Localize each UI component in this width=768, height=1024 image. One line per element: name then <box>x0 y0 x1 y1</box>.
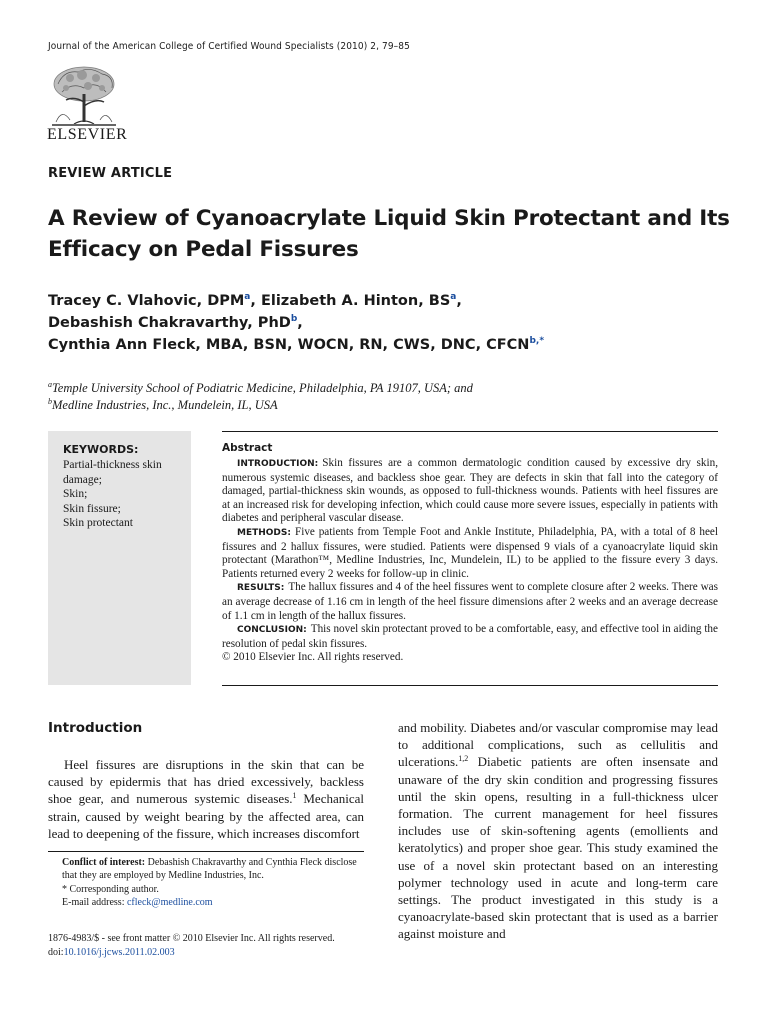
affiliation-text: Temple University School of Podiatric Medicine, Philadelphia, PA 19107, USA; and <box>52 381 473 395</box>
keyword-item: Skin; <box>63 488 88 501</box>
footnote-label: Conflict of interest: <box>62 857 146 868</box>
abstract-section <box>222 457 718 526</box>
author-sep: , <box>456 293 462 309</box>
introduction-paragraph <box>48 756 364 842</box>
publication-meta <box>48 932 408 959</box>
author-name: Elizabeth A. Hinton, BS <box>260 293 451 309</box>
citation-ref[interactable]: 1,2 <box>458 754 469 764</box>
keyword-item: Skin protectant <box>63 517 133 530</box>
right-column-paragraph <box>398 719 718 943</box>
abstract-section-label: METHODS: <box>237 527 291 538</box>
author-name: Tracey C. Vlahovic, DPM <box>48 293 245 309</box>
body-text: Diabetic patients are often insensate and unaware of the dry skin condition and progressing fissures until the skin opens, resulting in a full-thickness ulcer formation. The current management for heel fissures includes use of skin-softening agents (emollients and keratolytics) and proper shoe gear. This study examined the use of a novel skin protectant based on an interesting polymer technology used in acute and long-term care settings. The product investigated in this study is a cyanoacrylate-based skin protectant that is used as a barrier against moisture and <box>398 754 718 942</box>
corresponding-footnote: * Corresponding author. <box>62 883 159 895</box>
affiliation-mark: b <box>48 397 52 406</box>
introduction-heading: Introduction <box>48 720 143 736</box>
body-text: Heel fissures are disruptions in the skin that can be caused by epidermis that has dried excessively, backless shoe gear, and numerous systemic diseases. <box>48 757 364 807</box>
author-list <box>48 290 728 356</box>
affiliation <box>48 397 728 414</box>
journal-citation: Journal of the American College of Certified Wound Specialists (2010) 2, 79–85 <box>48 41 410 52</box>
email-footnote <box>48 896 368 909</box>
affiliations <box>48 380 728 414</box>
affiliation-mark: a <box>48 380 52 389</box>
author-name: Debashish Chakravarthy, PhD <box>48 315 291 331</box>
footnotes <box>48 856 368 910</box>
abstract-section-label: RESULTS: <box>237 583 285 594</box>
author-name: Cynthia Ann Fleck, MBA, BSN, WOCN, RN, CWS, DNC, CFCN <box>48 337 530 353</box>
affiliation <box>48 380 728 397</box>
body-text: and mobility. Diabetes and/or vascular compromise may lead to additional complications, such as cellulitis and ulcerations. <box>398 720 718 770</box>
abstract-heading: Abstract <box>222 442 273 454</box>
conflict-footnote <box>48 856 368 883</box>
author-affil-mark[interactable]: a <box>450 292 457 302</box>
email-link[interactable]: cfleck@medline.com <box>126 897 213 909</box>
keywords-heading: KEYWORDS: <box>63 443 139 456</box>
author-affil-mark[interactable]: b <box>290 314 298 324</box>
affiliation-text: Medline Industries, Inc., Mundelein, IL, USA <box>52 398 278 412</box>
left-column <box>48 720 364 842</box>
abstract-section-label: CONCLUSION: <box>237 625 307 636</box>
keyword-item: Skin fissure; <box>63 502 121 515</box>
abstract-box <box>222 431 718 686</box>
abstract-section <box>222 581 718 623</box>
citation-ref[interactable]: 1 <box>292 791 297 801</box>
author-sep: , <box>297 315 303 331</box>
article-title: A Review of Cyanoacrylate Liquid Skin Protectant and Its Efficacy on Pedal Fissures <box>48 206 730 262</box>
doi-line <box>48 946 408 960</box>
issn-line: 1876-4983/$ - see front matter © 2010 Elsevier Inc. All rights reserved. <box>48 933 335 944</box>
abstract-section-text: The hallux fissures and 4 of the heel fissures went to complete closure after 2 weeks. There was an average decrease of 1.16 cm in length of the heel fissure dimensions after 2 weeks and an average decrease of 1.1 cm in length of the hallux fissures. <box>222 581 718 622</box>
keywords-box <box>48 431 191 685</box>
abstract-section-text: Skin fissures are a common dermatologic condition caused by excessive dry skin, numerous systemic diseases, and backless shoe gear. They are defects in skin that fall into the category of damaged, partial-thickness skin wounds, as opposed to full-thickness wounds. Patients with heel fissures are at an increased risk for developing infection, which could cause more severe issues, especially in patients with diabetes and peripheral vascular disease. <box>222 457 718 525</box>
article-type: REVIEW ARTICLE <box>48 166 173 181</box>
elsevier-wordmark: ELSEVIER <box>47 126 128 143</box>
abstract-section-label: INTRODUCTION: <box>237 459 319 469</box>
footnote-divider <box>48 851 364 852</box>
author-affil-mark[interactable]: b,* <box>529 336 545 346</box>
footnote-text: Debashish Chakravarthy and Cynthia Fleck disclose that they are employed by Medline Industries, Inc. <box>62 857 357 882</box>
doi-label: doi: <box>48 946 64 958</box>
author-sep: , <box>250 293 261 309</box>
keywords-list <box>63 458 188 531</box>
keyword-item: Partial-thickness skin damage; <box>63 459 162 486</box>
doi-link[interactable]: 10.1016/j.jcws.2011.02.003 <box>63 946 175 958</box>
abstract-section <box>222 623 718 651</box>
abstract-section-text: Five patients from Temple Foot and Ankle Institute, Philadelphia, PA, with a total of 8 heel fissures and 2 hallux fissures, were studied. Patients were dispensed 9 vials of a cyanoacrylate liquid skin protectant (Marathon™, Medline Industries, Inc, Mundelein, IL) to be applied to the fissure every 3 days. Patients returned every 2 weeks for follow-up in clinic. <box>222 525 718 580</box>
abstract-section <box>222 526 718 581</box>
author-affil-mark[interactable]: a <box>244 292 251 302</box>
email-label: E-mail address: <box>62 897 127 909</box>
abstract-body <box>222 457 718 665</box>
body-text: Mechanical strain, caused by weight bearing by the affected area, can lead to deepening of the fissure, which increases discomfort <box>48 791 365 841</box>
abstract-section-text: This novel skin protectant proved to be a comfortable, easy, and effective tool in aiding the resolution of pedal skin fissures. <box>222 623 718 650</box>
abstract-copyright: © 2010 Elsevier Inc. All rights reserved. <box>222 651 404 664</box>
